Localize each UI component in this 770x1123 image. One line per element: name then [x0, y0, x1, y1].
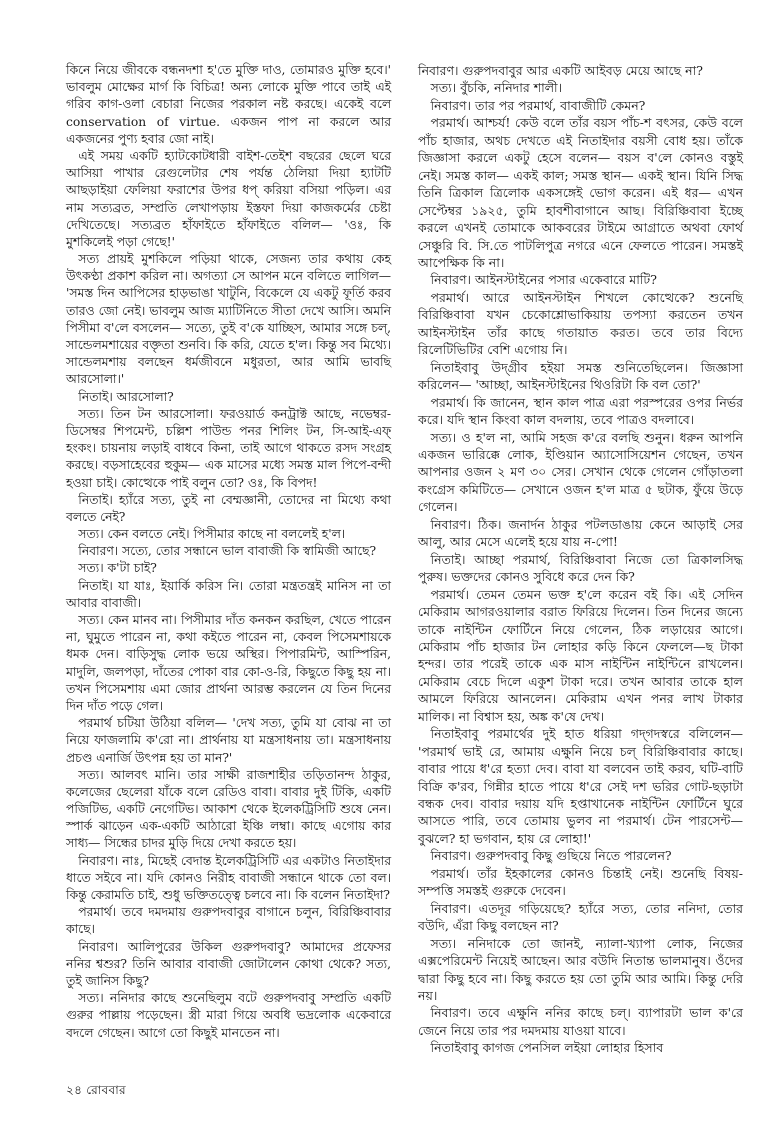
- paragraph: সত্য। তিন টন আরসোলা। ফরওয়ার্ড কনট্রাক্ট আছে, নভেম্বর-ডিসেম্বর শিপমেন্ট, চল্লিশ পাউন্ড পনর শিলিং টন, সি-আই-এফ্‌ হংকং। চায়নায় লড়াই বাধবে কিনা, তাই আগে থাকতে রসদ সংগ্রহ করছে। বড়সাহেবের হুকুম— এক মাসের মধ্যে সমস্ত মাল পিপে-বন্দী হওয়া চাই। কোত্থেকে পাই বলুন তো? ওঃ, কি বিপদ!: [66, 406, 391, 490]
- paragraph: নিবারণ। নাঃ, মিছেই বেদান্ত ইলেকট্রিসিটি এর একটাও নিতাইদার ধাতে সইবে না। যদি কোনও নিরীহ বাবাজী সন্ধানে থাকে তো বল। কিন্তু কেরামতি চাই, শুধু ভক্তিতত্ত্বে চলবে না। কি বলেন নিতাইদা?: [66, 853, 391, 902]
- paragraph: সত্য। ননিদার কাছে শুনেছিলুম বটে গুরুপদবাবু সম্প্রতি একটি গুরুর পাল্লায় পড়েছেন। স্ত্রী মারা গিয়ে অবধি ভদ্রলোক একেবারে বদলে গেছেন। আগে তো কিছুই মানতেন না।: [66, 991, 391, 1040]
- paragraph: নিতাই। যা যাঃ, ইয়ার্কি করিস নি। তোরা মন্ত্রতন্ত্রই মানিস না তা আবার বাবাজী।: [66, 578, 391, 610]
- paragraph: নিবারণ। সত্যে, তোর সন্ধানে ভাল বাবাজী কি স্বামিজী আছে?: [78, 544, 377, 559]
- paragraph: নিতাইবাবু উদ্‌গ্রীব হইয়া সমস্ত শুনিতেছিলেন। জিজ্ঞাসা করিলেন— 'আচ্ছা, আইনস্টাইনের থিওরিটা কি বল তো?': [418, 359, 743, 393]
- paragraph: সত্য। ননিদাকে তো জানই, ন্যালা-খ্যাপা লোক, নিজের এক্সপেরিমেন্ট নিয়েই আছেন। আর বউদি নিতান্ত ভালমানুষ। ওঁদের দ্বারা কিছু হবে না। কিছু করতে হয় তো তুমি আর আমি। কিন্তু দেরি নয়।: [418, 935, 743, 1004]
- paragraph: নিবারণ। গুরুপদবাবু কিছু গুছিয়ে নিতে পারলেন?: [430, 848, 672, 864]
- paragraph: নিবারণ। আইনস্টাইনের পসার একেবারে মাটি?: [430, 272, 657, 288]
- paragraph: সত্য। ও হ'ল না, আমি সহজ ক'রে বলছি শুনুন। ধরুন আপনি একজন ভারিক্কে লোক, ইণ্ডিয়ান অ্যাসোসিয়েশন গেছেন, তখন আপনার ওজন ২ মণ ৩০ সের। সেখান থেকে গেলেন গোঁড়াতলা কংগ্রেস কমিটিতে— সেখানে ওজন হ'ল মাত্র ৫ ছটাক, ফুঁয়ে উড়ে গেলেন।: [418, 429, 743, 515]
- paragraph: কিনে নিয়ে জীবকে বন্ধনদশা হ'তে মুক্তি দাও, তোমারও মুক্তি হবে।' ভাবলুম মোক্ষের মার্গ কি বিচিত্র! অন্য লোকে মুক্তি পাবে তাই এই গরিব কাগ-ওলা বেচারা নিজের পরকাল নষ্ট করছে। একেই বলে conservation of virtue. একজন পাপ না করলে আর একজনের পুণ্য হবার জো নাই।: [66, 63, 391, 146]
- left-text-column: [66, 62, 391, 1042]
- paragraph: পরমার্থ। আশ্চর্য! কেউ বলে তাঁর বয়স পাঁচ-শ বৎসর, কেউ বলে পাঁচ হাজার, অথচ দেখতে এই নিতাইদার বয়সী বোধ হয়। তাঁকে জিজ্ঞাসা করলে একটু হেসে বলেন— বয়স ব'লে কোনও বস্তুই নেই। সমস্ত কাল— একই কাল; সমস্ত স্থান— একই স্থান। যিনি সিদ্ধ তিনি ত্রিকাল ত্রিলোক একসঙ্গেই ভোগ করেন। এই ধর— এখন সেপ্টেম্বর ১৯২৫, তুমি হাবশীবাগানে আছ। বিরিঞ্চিবাবা ইচ্ছে করলে এখনই তোমাকে আকবরের টাইমে আগ্রাতে অথবা ফোর্থ সেঞ্চুরি বি. সি.তে পাটলিপুত্র নগরে এনে ফেলতে পারেন। সমস্তই আপেক্ষিক কি না।: [418, 115, 743, 270]
- paragraph: নিবারণ। তার পর পরমার্থ, বাবাজীটি কেমন?: [430, 97, 646, 113]
- paragraph: পরমার্থ। আরে আইনস্টাইন শিখলে কোত্থেকে? শুনেছি বিরিঞ্চিবাবা যখন চেকোশ্লোভাকিয়ায় তপস্যা করতেন তখন আইনস্টাইন তাঁর কাছে গতায়াত করত। তবে তার বিদ্যে রিলেটিভিটির বেশি এগোয় নি।: [418, 289, 743, 358]
- paragraph: নিতাই। হ্যাঁরে সত্য, তুই না বেম্মজ্ঞানী, তোদের না মিথ্যে কথা বলতে নেই?: [66, 492, 391, 524]
- paragraph: পরমার্থ। তবে দমদমায় গুরুপদবাবুর বাগানে চলুন, বিরিঞ্চিবাবার কাছে।: [66, 905, 391, 937]
- paragraph: পরমার্থ চটিয়া উঠিয়া বলিল— 'দেখ সত্য, তুমি যা বোঝ না তা নিয়ে ফাজলামি ক'রো না। প্রার্থনায় যা মন্ত্রসাধনায় তা। মন্ত্রসাধনায় প্রচণ্ড এনার্জি উৎপন্ন হয় তা মান?': [66, 716, 391, 765]
- paragraph: নিতাইবাবু কাগজ পেনসিল লইয়া লোহার হিসাব: [430, 1040, 664, 1056]
- paragraph: নিবারণ। আলিপুরের উকিল গুরুপদবাবু? আমাদের প্রফেসর ননির শ্বশুর? তিনি আবার বাবাজী জোটালেন কোথা থেকে? সত্য, তুই জানিস কিছু?: [66, 939, 391, 988]
- paragraph: পরমার্থ। তেমন তেমন ভক্ত হ'লে করেন বই কি। এই সেদিন মেকিরাম আগরওয়ালার বরাত ফিরিয়ে দিলেন। তিন দিনের জন্যে তাকে নাইন্টিন ফোর্টিনে নিয়ে গেলেন, ঠিক লড়ায়ের আগে। মেকিরাম পাঁচ হাজার টন লোহার কড়ি কিনে ফেললে—ছ টাকা হন্দর। তার পরেই তাকে এক মাস নাইন্টিন নাইন্টিনে রাখলেন। মেকিরাম বেচে দিলে একুশ টাকা দরে। তখন আবার তাকে হাল আমলে ফিরিয়ে আনলেন। মেকিরাম এখন পনর লাখ টাকার মালিক। না বিশ্বাস হয়, অঙ্ক ক'ষে দেখ।: [418, 586, 743, 724]
- paragraph: সত্য। কেন মানব না। পিসীমার দাঁত কনকন করছিল, খেতে পারেন না, ঘুমুতে পারেন না, কথা কইতে পারেন না, কেবল পিসেমশায়কে ধমক দেন। বাড়িসুদ্ধ লোক ভয়ে অস্থির। পিপারমিন্ট, আস্পিরিন, মাদুলি, জলপড়া, দাঁতের পোকা বার কো-ও-রি, কিছুতে কিছু হয় না। তখন পিসেমশায় এমা জোর প্রার্থনা আরম্ভ করলেন যে তিন দিনের দিন দাঁত পড়ে গেল।: [66, 613, 391, 713]
- paragraph: নিবারণ। তবে এক্ষুনি ননির কাছে চল্‌। ব্যাপারটা ভাল ক'রে জেনে নিয়ে তার পর দমদমায় যাওয়া যাবে।: [418, 1005, 743, 1038]
- paragraph: সত্য। বুঁচকি, ননিদার শালী।: [430, 80, 563, 96]
- paragraph: পরমার্থ। কি জানেন, স্থান কাল পাত্র এরা পরস্পরের ওপর নির্ভর করে। যদি স্থান কিংবা কাল বদলায়, তবে পাত্রও বদলাবে।: [418, 394, 743, 428]
- paragraph: সত্য। ক'টা চাই?: [78, 561, 157, 576]
- paragraph: নিবারণ। ঠিক। জনার্দন ঠাকুর পটলডাঙায় কেনে আড়াই সের আলু, আর মেসে এলেই হয়ে যায় ন-পো!: [418, 516, 743, 550]
- paragraph: নিবারণ। এতদূর গড়িয়েছে? হ্যাঁরে সত্য, তোর ননিদা, তোর বউদি, এঁরা কিছু বলছেন না?: [418, 900, 743, 934]
- paragraph: নিতাইবাবু পরমার্থের দুই হাত ধরিয়া গদ্‌গদস্বরে বলিলেন— 'পরমার্থ ভাই রে, আমায় এক্ষুনি নিয়ে চল্‌ বিরিঞ্চিবাবার কাছে। বাবার পায়ে ধ'রে হত্যা দেব। বাবা যা বলবেন তাই করব, ঘটি-বাটি বিক্রি ক'রব, গিন্নীর হাতে পায়ে ধ'রে সেই দশ ভরির গোট-ছড়াটা বন্ধক দেব। বাবার দয়ায় যদি হপ্তাখানেক নাইন্টিন ফোর্টিনে ঘুরে আসতে পারি, তবে তোমায় ভুলব না পরমার্থ। টেন পারসেন্ট— বুঝলে? হা ভগবান, হায় রে লোহা!': [418, 726, 743, 846]
- paragraph: সত্য প্রায়ই মুশকিলে পড়িয়া থাকে, সেজন্য তার কথায় কেহ উৎকণ্ঠা প্রকাশ করিল না। অগত্যা সে আপন মনে বলিতে লাগিল— 'সমস্ত দিন আপিসের হাড়ভাঙা খাটুনি, বিকেলে যে একটু ফূর্তি করব তারও জো নেই। ভাবলুম আজ ম্যাটিনিতে সীতা দেখে আসি। অমনি পিসীমা ব'লে বসলেন— সত্যে, তুই ব'কে যাচ্ছিস, আমার সঙ্গে চল্‌, সান্ডেলমশায়ের বক্তৃতা শুনবি। কি করি, যেতে হ'ল। কিন্তু সব মিথ্যে। সান্ডেলমশায় বলছেন ধর্মজীবনে মধুরতা, আর আমি ভাবছি আরসোলা।': [66, 252, 391, 387]
- right-text-column: [418, 62, 743, 1057]
- paragraph: সত্য। কেন বলতে নেই। পিসীমার কাছে না বললেই হ'ল।: [78, 527, 346, 542]
- paragraph: নিবারণ। গুরুপদবাবুর আর একটি আইবড় মেয়ে আছে না?: [418, 63, 703, 78]
- page-number-label: ২৪ রোববার: [66, 1083, 126, 1097]
- paragraph: এই সময় একটি হ্যাটকোটধারী বাইশ-তেইশ বছরের ছেলে ঘরে আসিয়া পাখার রেগুলেটার শেষ পর্যন্ত ঠেলিয়া দিয়া হ্যাটটি আছড়াইয়া ফেলিয়া ফরাশের উপর ধপ্‌ করিয়া বসিয়া পড়িল। এর নাম সত্যব্রত, সম্প্রতি লেখাপড়ায় ইস্তফা দিয়া কাজকর্মের চেষ্টা দেখিতেছে। সত্যব্রত হাঁফাইতে হাঁফাইতে বলিল— 'ওঃ, কি মুশকিলেই পড়া গেছে!': [66, 148, 391, 249]
- paragraph: সত্য। আলবৎ মানি। তার সাক্ষী রাজশাহীর তড়িতানন্দ ঠাকুর, কলেজের ছেলেরা যাঁকে বলে রেডিও বাবা। বাবার দুই টিকি, একটি পজিটিভ, একটি নেগেটিভ। আকাশ থেকে ইলেকট্রিসিটি শুষে নেন। স্পার্ক ঝাড়েন এক-একটি আঠারো ইঞ্চি লম্বা। কাছে এগোয় কার সাধ্য— সিন্ধের চাদর মুড়ি দিয়ে দেখা করতে হয়।: [66, 767, 391, 851]
- page-footer: [66, 1082, 126, 1102]
- paragraph: নিতাই। আরসোলা?: [78, 389, 174, 404]
- paragraph: পরমার্থ। তাঁর ইহকালের কোনও চিন্তাই নেই। শুনেছি বিষয়-সম্পত্তি সমস্তই গুরুকে দেবেন।: [418, 865, 743, 899]
- paragraph: নিতাই। আচ্ছা পরমার্থ, বিরিঞ্চিবাবা নিজে তো ত্রিকালসিদ্ধ পুরুষ। ভক্তদের কোনও সুবিধে করে দেন কি?: [418, 551, 743, 585]
